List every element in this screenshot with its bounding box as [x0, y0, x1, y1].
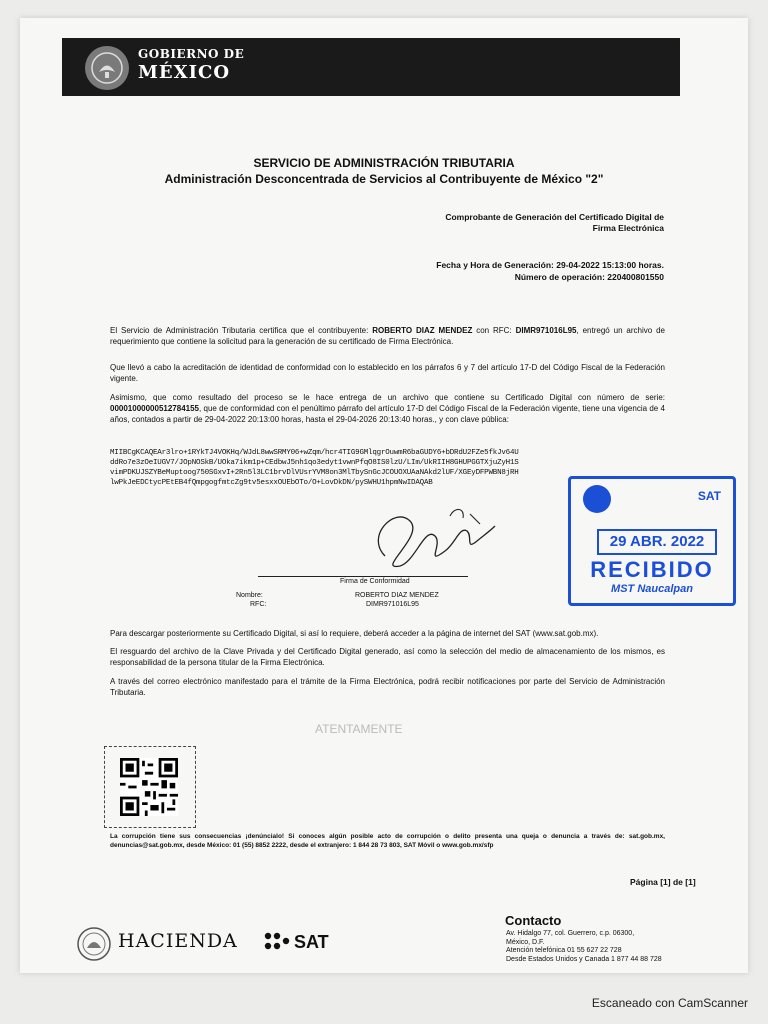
signature-line — [258, 576, 468, 577]
hacienda-seal-icon — [76, 926, 112, 962]
mexico-eagle-seal-icon — [85, 46, 129, 90]
p3-text-b: , que de conformidad con el penúltimo párrafo del artículo 17-D del Código Fiscal de la Federación vigente, tiene una vigencia de 4 años, contados a partir de 29-04-2022 20:13:00 horas, hasta el 29-04-2026 20:13:40 horas., y con clave pública: — [110, 404, 665, 424]
page-number: Página [1] de [1] — [630, 877, 696, 887]
signer-rfc: DIMR971016L95 — [366, 601, 419, 608]
paragraph-notificaciones: A través del correo electrónico manifestado para el trámite de la Firma Electrónica, podrá recibir notificaciones por parte del Servicio de Administración Tributaria. — [110, 677, 665, 697]
stamp-recibido: RECIBIDO — [590, 557, 714, 582]
p1-text-c: , entregó un archivo de requerimiento que contiene la solicitud para la generación de su certificado de Firma Electrónica. — [110, 326, 665, 346]
paragraph-certificado — [110, 392, 665, 425]
public-key-line: lwPkJeEDCtycPEtEB4fQmpgogfmtcZg9tv5esxxOUEbOTo/O+LovDkDN/pySWHU1hpmNwIDAQAB — [110, 479, 433, 487]
operation-number: Número de operación: 220400801550 — [514, 272, 664, 282]
contact-city: México, D.F. — [506, 938, 545, 946]
institution-title: SERVICIO DE ADMINISTRACIÓN TRIBUTARIA — [253, 156, 515, 170]
public-key-line: ddRo7e3zOeIUGV7/JOpNOSkB/UOka7ikm1p+CEdbwJ5nh1qo3edyt1vwnPfqO8IS0lzU/LIm/UkRIIH8GHUPGGTXjuZyH1S — [110, 459, 519, 467]
p1-text-b: con RFC: — [472, 326, 516, 335]
stamp-badge: SAT — [697, 489, 721, 503]
taxpayer-name: ROBERTO DIAZ MENDEZ — [372, 326, 473, 335]
contacto-details — [506, 930, 662, 964]
serial-number: 00001000000512784155 — [110, 404, 199, 413]
contact-phone-us: Desde Estados Unidos y Canada 1 877 44 88 728 — [506, 955, 662, 963]
gobierno-line1: GOBIERNO DE — [138, 47, 245, 61]
gobierno-line2: MÉXICO — [138, 62, 231, 83]
public-key-line: MIIBCgKCAQEAr3lro+1RYkTJ4VOKHq/WJdL8wwSRMY06+wZqm/hcr4TIG9GMlqgrOuwmR6baGUDY6+bDRdU2FZe5fkJv64U — [110, 449, 519, 457]
ghost-atentamente: ATENTAMENTE — [315, 722, 403, 736]
p3-text-a: Asimismo, que como resultado del proceso se le hace entrega de un archivo que contiene su Certificado Digital con número de serie: — [110, 393, 665, 402]
contacto-heading: Contacto — [505, 913, 562, 928]
camscanner-watermark: Escaneado con CamScanner — [591, 996, 748, 1010]
handwritten-signature — [355, 496, 505, 576]
public-key-line: vimPDKUJSZYBeMuptoog750SGxvI+2Rn5l3LC1brvDlVUsrYVM8on3MlTbySnGcJCOUOXUAaNAkd2lUF/XGEyDFPWBN8jRH — [110, 469, 519, 477]
paragraph-resguardo: El resguardo del archivo de la Clave Privada y del Certificado Digital generado, así como la selección del medio de almacenamiento de los mismos, es responsabilidad de la persona titular de la Firma Electrónica. — [110, 647, 665, 667]
p1-text-a: El Servicio de Administración Tributaria certifica que el contribuyente: — [110, 326, 373, 335]
corruption-notice: La corrupción tiene sus consecuencias ¡denúncialo! Si conoces algún posible acto de corrupción o delito presenta una queja o denuncia a través de: sat.gob.mx, denuncias@sat.gob.mx, desde México: 01 (55) 8852 2222, desde el extranjero: 1 844 28 73 803, SAT Móvil o www.gob.mx/sfp — [110, 833, 665, 849]
doc-type-line1: Comprobante de Generación del Certificado Digital de — [445, 212, 664, 222]
recibido-stamp — [568, 476, 736, 606]
rfc-label: RFC: — [250, 601, 267, 608]
contact-address: Av. Hidalgo 77, col. Guerrero, c.p. 06300, — [506, 930, 635, 937]
generation-datetime: Fecha y Hora de Generación: 29-04-2022 15:13:00 horas. — [436, 260, 664, 270]
paragraph-descarga: Para descargar posteriormente su Certificado Digital, si así lo requiere, deberá acceder a la página de internet del SAT (www.sat.gob.mx). — [110, 629, 599, 638]
signer-name: ROBERTO DIAZ MENDEZ — [355, 592, 439, 599]
doc-type-line2: Firma Electrónica — [592, 223, 664, 233]
contact-phone-mx: Atención telefónica 01 55 627 22 728 — [506, 947, 622, 954]
firma-label: Firma de Conformidad — [340, 578, 410, 585]
administration-title: Administración Desconcentrada de Servicios al Contribuyente de México "2" — [164, 172, 604, 186]
sat-logo-text: SAT — [294, 932, 329, 952]
hacienda-logo-text: HACIENDA — [118, 930, 238, 952]
nombre-label: Nombre: — [236, 592, 263, 599]
stamp-office: MST Naucalpan — [611, 583, 693, 595]
sat-seal-icon — [583, 485, 611, 513]
stamp-date: 29 ABR. 2022 — [597, 529, 717, 555]
sat-logo-icon — [264, 932, 290, 952]
paragraph-acreditacion: Que llevó a cabo la acreditación de identidad de conformidad con lo establecido en los párrafos 6 y 7 del artículo 17-D del Código Fiscal de la Federación vigente. — [110, 363, 665, 383]
taxpayer-rfc: DIMR971016L95 — [515, 326, 577, 335]
qr-code-icon — [118, 758, 180, 816]
paragraph-certifica — [110, 325, 665, 347]
